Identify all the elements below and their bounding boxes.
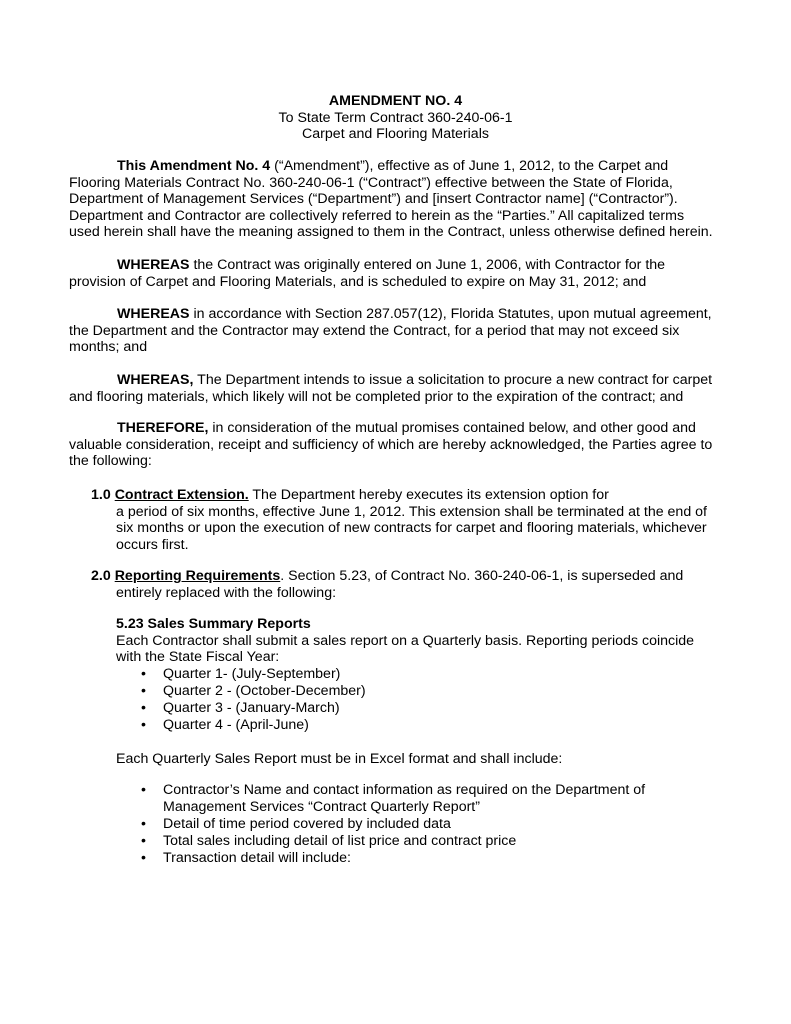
therefore-line: the following: [69,453,152,469]
contract-subtitle: To State Term Contract 360-240-06-1 [278,109,513,126]
whereas-paragraph-1 [69,257,729,290]
bullet-icon: • [141,700,146,716]
section-number: 1.0 [91,487,111,503]
list-item: • Quarter 2 - (October-December) [141,683,366,699]
section-line: occurs first. [116,536,189,553]
list-item: • Total sales including detail of list price and contract price [141,833,517,849]
section-title: Contract Extension. [114,487,249,503]
amendment-title: AMENDMENT NO. 4 [328,93,463,109]
report-items-list [141,782,645,867]
section-reporting-requirements [91,568,731,601]
intro-lead: This Amendment No. 4 [117,158,271,174]
list-item: • Detail of time period covered by included data [141,816,451,832]
bullet-icon: • [141,850,146,866]
intro-line: Flooring Materials Contract No. 360-240-06-1 (“Contract”) effective between the State of Florida, [69,174,673,191]
whereas-line: months; and [69,339,148,355]
whereas-lead: WHEREAS [117,306,190,322]
list-item: • Quarter 3 - (January-March) [141,700,340,716]
whereas-line: The Department intends to issue a solicitation to procure a new contract for carpet [193,372,713,388]
document-heading [0,93,791,143]
intro-paragraph [69,158,729,241]
list-item: • Quarter 4 - (April-June) [141,717,309,733]
quarters-list [141,666,366,734]
bullet-icon: • [141,683,146,699]
bullet-icon: • [141,717,146,733]
section-title: Reporting Requirements [114,568,281,584]
whereas-line: the Department and the Contractor may extend the Contract, for a period that may not exceed six [69,322,680,339]
whereas-line: in accordance with Section 287.057(12), Florida Statutes, upon mutual agreement, [189,306,712,322]
section-contract-extension [91,487,731,553]
bullet-icon: • [141,782,146,798]
list-item: • Quarter 1- (July-September) [141,666,341,682]
subsection-line: with the State Fiscal Year: [116,649,280,665]
whereas-line: the Contract was originally entered on June 1, 2006, with Contractor for the [189,257,666,273]
therefore-lead: THEREFORE, [117,420,209,436]
whereas-paragraph-2 [69,306,729,356]
list-item: • Contractor’s Name and contact information as required on the Department of [141,782,646,798]
bullet-icon: • [141,816,146,832]
bullet-icon: • [141,666,146,682]
subsection-heading: 5.23 Sales Summary Reports [116,616,311,632]
whereas-line: and flooring materials, which likely will not be completed prior to the expiration of the contract; and [69,388,684,405]
subsection-sales-summary [116,616,736,666]
whereas-line: provision of Carpet and Flooring Materials, and is scheduled to expire on May 31, 2012; and [69,273,647,290]
therefore-line: valuable consideration, receipt and sufficiency of which are hereby acknowledged, the Parties agree to [69,436,713,453]
therefore-line: in consideration of the mutual promises contained below, and other good and [208,420,696,436]
materials-subtitle: Carpet and Flooring Materials [302,126,489,142]
whereas-lead: WHEREAS, [117,372,194,388]
section-line: six months or upon the execution of new contracts for carpet and flooring materials, whichever [116,520,707,536]
therefore-paragraph [69,420,729,470]
whereas-lead: WHEREAS [117,257,190,273]
report-intro: Each Quarterly Sales Report must be in Excel format and shall include: [116,751,563,767]
section-line: The Department hereby executes its extension option for [248,487,609,503]
intro-line: used herein shall have the meaning assigned to them in the Contract, unless otherwise defined herein. [69,224,713,240]
intro-line: Department and Contractor are collectively referred to herein as the “Parties.” All capitalized terms [69,207,685,224]
section-line: entirely replaced with the following: [116,584,337,601]
whereas-paragraph-3 [69,372,729,405]
intro-line: (“Amendment”), effective as of June 1, 2012, to the Carpet and [270,158,669,174]
section-number: 2.0 [91,568,111,584]
section-line: a period of six months, effective June 1, 2012. This extension shall be terminated at the end of [116,503,707,520]
subsection-line: Each Contractor shall submit a sales report on a Quarterly basis. Reporting periods coincide [116,632,695,649]
section-line: . Section 5.23, of Contract No. 360-240-06-1, is superseded and [280,568,684,584]
list-item-continuation: Management Services “Contract Quarterly Report” [163,799,480,815]
list-item: • Transaction detail will include: [141,850,351,866]
bullet-icon: • [141,833,146,849]
intro-line: Department of Management Services (“Department”) and [insert Contractor name] (“Contractor”). [69,191,678,207]
